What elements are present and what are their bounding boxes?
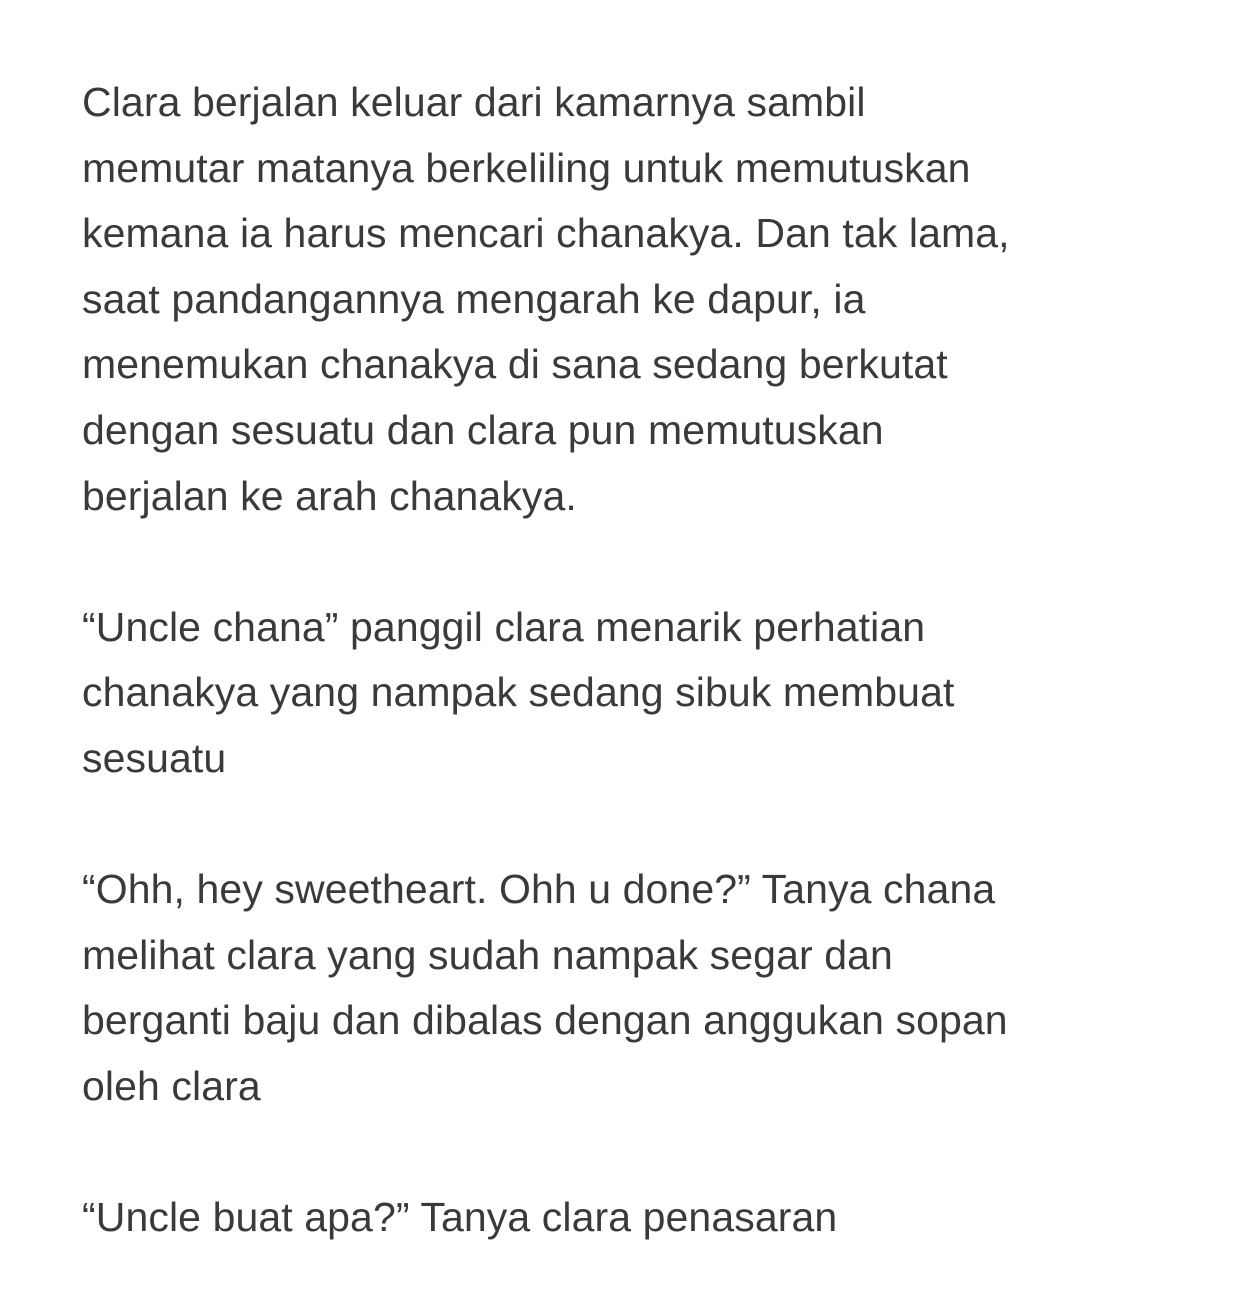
text-line: melihat clara yang sudah nampak segar dan bbox=[82, 931, 893, 978]
text-line: “Ohh, hey sweetheart. Ohh u done?” Tanya chana bbox=[82, 866, 996, 913]
text-line: sesuatu bbox=[82, 734, 227, 781]
paragraph-dialogue-reply bbox=[82, 857, 1182, 1119]
text-line: kemana ia harus mencari chanakya. Dan tak lama, bbox=[82, 210, 1010, 257]
text-line: menemukan chanakya di sana sedang berkutat bbox=[82, 341, 948, 388]
text-line: “Uncle chana” panggil clara menarik perhatian bbox=[82, 603, 926, 650]
note-body[interactable] bbox=[82, 70, 1182, 1251]
paragraph-dialogue-call bbox=[82, 595, 1182, 792]
text-line: Clara berjalan keluar dari kamarnya sambil bbox=[82, 79, 866, 125]
text-line: berjalan ke arah chanakya. bbox=[82, 472, 577, 519]
paragraph-narration bbox=[82, 70, 1182, 529]
text-line: saat pandangannya mengarah ke dapur, ia bbox=[82, 275, 866, 322]
text-line: chanakya yang nampak sedang sibuk membuat bbox=[82, 669, 955, 716]
text-line: oleh clara bbox=[82, 1062, 261, 1109]
paragraph-dialogue-question bbox=[82, 1185, 1182, 1251]
text-line: “Uncle buat apa?” Tanya clara penasaran bbox=[82, 1194, 838, 1241]
text-line: berganti baju dan dibalas dengan anggukan sopan bbox=[82, 997, 1008, 1044]
text-line: dengan sesuatu dan clara pun memutuskan bbox=[82, 406, 884, 453]
text-line: memutar matanya berkeliling untuk memutuskan bbox=[82, 144, 971, 191]
